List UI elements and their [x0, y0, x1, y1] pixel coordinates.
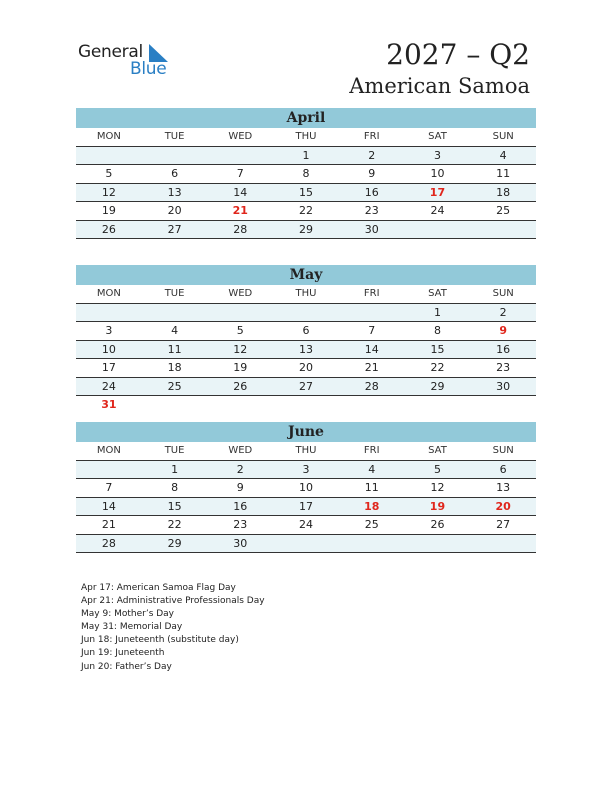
page-subtitle: American Samoa [349, 74, 530, 98]
weekday-header-row [76, 128, 536, 147]
day-cell: 5 [105, 167, 113, 181]
day-cell [470, 535, 536, 552]
day-cell: 21 [101, 518, 116, 532]
week-row [76, 535, 536, 553]
weekday-label: SAT [428, 288, 447, 299]
day-cell: 29 [299, 222, 314, 236]
day-cell: 27 [496, 518, 511, 532]
weekday-label: FRI [363, 288, 380, 299]
day-cell [76, 461, 142, 478]
day-cell: 4 [171, 324, 179, 338]
day-cell: 19 [429, 499, 446, 513]
day-cell: 14 [233, 185, 248, 199]
day-cell: 20 [167, 204, 182, 218]
day-cell [273, 535, 339, 552]
day-cell: 8 [433, 324, 441, 338]
day-cell: 23 [496, 361, 511, 375]
day-cell: 1 [171, 463, 179, 476]
day-cell: 6 [302, 324, 310, 338]
week-row [76, 184, 536, 202]
week-row [76, 396, 536, 413]
day-cell: 5 [236, 324, 244, 338]
day-cell: 30 [233, 536, 248, 550]
month-calendar-may [76, 265, 536, 413]
day-cell [470, 221, 536, 238]
day-cell: 18 [496, 185, 511, 199]
day-cell: 11 [364, 481, 379, 495]
holiday-note: Jun 20: Father’s Day [81, 661, 172, 672]
week-row [76, 221, 536, 239]
day-cell: 11 [167, 342, 182, 356]
day-cell: 27 [299, 379, 314, 393]
week-row [76, 165, 536, 183]
day-cell: 2 [368, 149, 376, 162]
day-cell: 9 [368, 167, 376, 181]
day-cell [76, 147, 142, 164]
logo-general-text: General [78, 42, 143, 62]
day-cell: 4 [499, 149, 507, 162]
month-calendar-april [76, 108, 536, 239]
day-cell: 8 [302, 167, 310, 181]
weekday-label: THU [295, 445, 317, 456]
day-cell: 10 [299, 481, 314, 495]
day-cell: 13 [167, 185, 182, 199]
day-cell: 3 [302, 463, 310, 476]
day-cell: 25 [364, 518, 379, 532]
day-cell: 14 [101, 499, 116, 513]
day-cell: 12 [430, 481, 445, 495]
day-cell: 27 [167, 222, 182, 236]
weekday-label: FRI [363, 445, 380, 456]
day-cell [405, 535, 471, 552]
day-cell [405, 221, 471, 238]
day-cell: 22 [167, 518, 182, 532]
day-cell: 24 [430, 204, 445, 218]
weekday-label: SUN [492, 131, 514, 142]
day-cell: 25 [167, 379, 182, 393]
day-cell: 21 [232, 204, 248, 218]
day-cell: 26 [233, 379, 248, 393]
page-title: 2027 – Q2 [386, 38, 530, 71]
day-cell: 10 [101, 342, 116, 356]
week-row [76, 479, 536, 497]
day-cell: 8 [171, 481, 179, 495]
weekday-label: MON [96, 445, 121, 456]
weekday-label: SUN [492, 288, 514, 299]
logo-blue-text: Blue [130, 59, 167, 79]
day-cell: 2 [236, 463, 244, 476]
day-cell: 15 [430, 342, 445, 356]
day-cell: 6 [171, 167, 179, 181]
day-cell [273, 396, 339, 413]
weekday-label: FRI [363, 131, 380, 142]
day-cell: 18 [364, 499, 380, 513]
day-cell [339, 396, 405, 413]
day-cell: 28 [101, 536, 116, 550]
weekday-header-row [76, 285, 536, 304]
day-cell: 31 [101, 397, 117, 411]
holiday-note: Jun 19: Juneteenth [81, 648, 165, 659]
day-cell: 20 [299, 361, 314, 375]
weekday-label: MON [96, 288, 121, 299]
day-cell: 17 [429, 185, 446, 199]
day-cell: 16 [233, 499, 248, 513]
day-cell [339, 304, 405, 321]
day-cell: 10 [430, 167, 445, 181]
day-cell: 9 [236, 481, 244, 495]
day-cell: 28 [233, 222, 248, 236]
week-row [76, 322, 536, 340]
week-row [76, 516, 536, 534]
weekday-header-row [76, 442, 536, 461]
day-cell [142, 147, 208, 164]
day-cell: 30 [496, 379, 511, 393]
day-cell: 9 [499, 324, 507, 338]
day-cell: 17 [101, 361, 116, 375]
day-cell: 2 [499, 306, 507, 319]
day-cell [339, 535, 405, 552]
generalblue-logo [78, 40, 178, 80]
holiday-note: Apr 17: American Samoa Flag Day [81, 583, 236, 593]
week-row [76, 202, 536, 220]
day-cell [405, 396, 471, 413]
day-cell: 21 [364, 361, 379, 375]
day-cell [142, 396, 208, 413]
day-cell: 14 [364, 342, 379, 356]
weekday-label: THU [295, 288, 317, 299]
day-cell: 1 [433, 306, 441, 319]
weekday-label: THU [295, 131, 317, 142]
week-row [76, 378, 536, 396]
day-cell [207, 396, 273, 413]
day-cell: 1 [302, 149, 310, 162]
day-cell: 3 [433, 149, 441, 162]
month-name: May [76, 265, 536, 285]
day-cell: 26 [101, 222, 116, 236]
week-row [76, 341, 536, 359]
day-cell: 30 [364, 222, 379, 236]
day-cell: 15 [299, 185, 314, 199]
week-row [76, 498, 536, 516]
weekday-label: SAT [428, 131, 447, 142]
day-cell: 5 [433, 463, 441, 476]
day-cell: 22 [430, 361, 445, 375]
day-cell [207, 147, 273, 164]
day-cell: 7 [105, 481, 113, 495]
day-cell: 23 [233, 518, 248, 532]
week-row [76, 359, 536, 377]
day-cell: 6 [499, 463, 507, 476]
day-cell: 12 [101, 185, 116, 199]
holiday-note: May 9: Mother’s Day [81, 609, 175, 620]
day-cell: 18 [167, 361, 182, 375]
day-cell: 11 [496, 167, 511, 181]
day-cell: 3 [105, 324, 113, 338]
day-cell: 29 [430, 379, 445, 393]
day-cell: 19 [101, 204, 116, 218]
day-cell: 17 [299, 499, 314, 513]
day-cell: 16 [496, 342, 511, 356]
day-cell: 13 [496, 481, 511, 495]
holiday-notes [81, 582, 265, 674]
weekday-label: WED [228, 445, 253, 456]
day-cell: 29 [167, 536, 182, 550]
month-name: June [76, 422, 536, 442]
day-cell: 20 [495, 499, 511, 513]
day-cell: 7 [368, 324, 376, 338]
day-cell: 7 [236, 167, 244, 181]
day-cell: 24 [101, 379, 116, 393]
day-cell [273, 304, 339, 321]
day-cell: 26 [430, 518, 445, 532]
day-cell: 25 [496, 204, 511, 218]
holiday-note: May 31: Memorial Day [81, 622, 183, 633]
holiday-note: Jun 18: Juneteenth (substitute day) [81, 635, 239, 646]
day-cell: 22 [299, 204, 314, 218]
month-name: April [76, 108, 536, 128]
day-cell: 15 [167, 499, 182, 513]
day-cell [142, 304, 208, 321]
weekday-label: WED [228, 131, 253, 142]
day-cell [207, 304, 273, 321]
day-cell [76, 304, 142, 321]
day-cell: 16 [364, 185, 379, 199]
week-row [76, 461, 536, 479]
day-cell: 23 [364, 204, 379, 218]
day-cell [470, 396, 536, 413]
day-cell: 4 [368, 463, 376, 476]
weekday-label: TUE [164, 131, 185, 142]
weekday-label: TUE [164, 288, 185, 299]
day-cell: 24 [299, 518, 314, 532]
week-row [76, 147, 536, 165]
weekday-label: SUN [492, 445, 514, 456]
weekday-label: SAT [428, 445, 447, 456]
weekday-label: TUE [164, 445, 185, 456]
month-calendar-june [76, 422, 536, 553]
day-cell: 12 [233, 342, 248, 356]
week-row [76, 304, 536, 322]
day-cell: 19 [233, 361, 248, 375]
day-cell: 28 [364, 379, 379, 393]
weekday-label: MON [96, 131, 121, 142]
day-cell: 13 [299, 342, 314, 356]
weekday-label: WED [228, 288, 253, 299]
holiday-note: Apr 21: Administrative Professionals Day [81, 596, 265, 607]
